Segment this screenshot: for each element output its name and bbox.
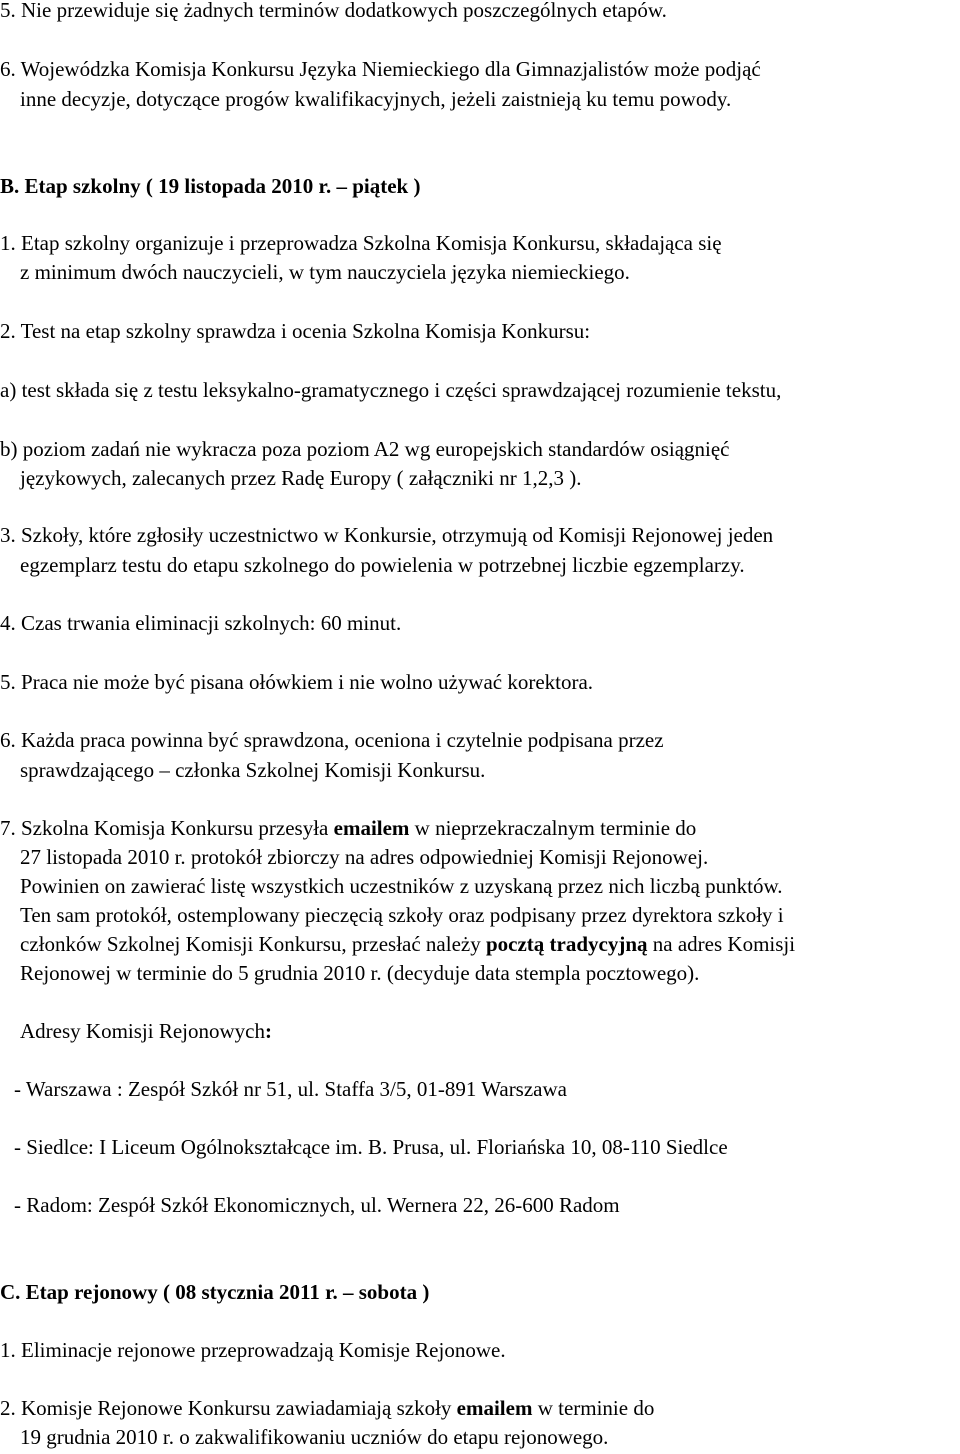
emphasis-run: : xyxy=(264,1019,272,1043)
paragraph-line: 27 listopada 2010 r. protokół zbiorczy na adres odpowiedniej Komisji Rejonowej. xyxy=(20,845,709,869)
paragraph-line: 19 grudnia 2010 r. o zakwalifikowaniu uczniów do etapu rejonowego. xyxy=(20,1425,609,1449)
address-item: - Radom: Zespół Szkół Ekonomicznych, ul. Wernera 22, 26-600 Radom xyxy=(14,1193,620,1217)
paragraph-line: Ten sam protokół, ostemplowany pieczęcią szkoły oraz podpisany przez dyrektora szkoły i xyxy=(20,903,784,927)
paragraph-line: 4. Czas trwania eliminacji szkolnych: 60 minut. xyxy=(0,611,402,635)
paragraph-line: językowych, zalecanych przez Radę Europy ( załączniki nr 1,2,3 ). xyxy=(20,466,582,490)
paragraph-line xyxy=(0,1395,654,1421)
address-item: - Warszawa : Zespół Szkół nr 51, ul. Staffa 3/5, 01-891 Warszawa xyxy=(14,1077,567,1101)
emphasis-run: pocztą tradycyjną xyxy=(485,932,648,956)
paragraph-line: sprawdzającego – członka Szkolnej Komisji Konkursu. xyxy=(20,758,486,782)
paragraph-line: Powinien on zawierać listę wszystkich uczestników z uzyskaną przez nich liczbą punktów. xyxy=(20,874,783,898)
paragraph-line: egzemplarz testu do etapu szkolnego do powielenia w potrzebnej liczbie egzemplarzy. xyxy=(20,553,745,577)
paragraph-line: 1. Etap szkolny organizuje i przeprowadza Szkolna Komisja Konkursu, składająca się xyxy=(0,231,722,255)
paragraph-line: inne decyzje, dotyczące progów kwalifikacyjnych, jeżeli zaistnieją ku temu powody. xyxy=(20,87,732,111)
paragraph-line xyxy=(20,931,795,957)
paragraph-line: a) test składa się z testu leksykalno-gramatycznego i części sprawdzającej rozumienie tekstu, xyxy=(0,378,782,402)
paragraph-line: z minimum dwóch nauczycieli, w tym nauczyciela języka niemieckiego. xyxy=(20,260,630,284)
paragraph-line: 1. Eliminacje rejonowe przeprowadzają Komisje Rejonowe. xyxy=(0,1338,506,1362)
section-heading: B. Etap szkolny ( 19 listopada 2010 r. – piątek ) xyxy=(0,174,421,198)
emphasis-run: emailem xyxy=(456,1396,533,1420)
text-run: 2. Komisje Rejonowe Konkursu zawiadamiają szkoły xyxy=(0,1396,457,1420)
text-run: w terminie do xyxy=(532,1396,655,1420)
text-run: na adres Komisji xyxy=(647,932,796,956)
address-item: - Siedlce: I Liceum Ogólnokształcące im. B. Prusa, ul. Floriańska 10, 08-110 Siedlce xyxy=(14,1135,728,1159)
paragraph-line: b) poziom zadań nie wykracza poza poziom A2 wg europejskich standardów osiągnięć xyxy=(0,437,730,461)
paragraph-line: 5. Nie przewiduje się żadnych terminów dodatkowych poszczególnych etapów. xyxy=(0,0,667,22)
text-run: 7. Szkolna Komisja Konkursu przesyła xyxy=(0,816,334,840)
addresses-heading xyxy=(20,1018,272,1044)
paragraph-line: 3. Szkoły, które zgłosiły uczestnictwo w Konkursie, otrzymują od Komisji Rejonowej jeden xyxy=(0,523,774,547)
paragraph-line xyxy=(0,815,696,841)
text-run: Adresy Komisji Rejonowych xyxy=(20,1019,265,1043)
section-heading: C. Etap rejonowy ( 08 stycznia 2011 r. – sobota ) xyxy=(0,1280,430,1304)
paragraph-line: 5. Praca nie może być pisana ołówkiem i nie wolno używać korektora. xyxy=(0,670,594,694)
paragraph-line: 2. Test na etap szkolny sprawdza i ocenia Szkolna Komisja Konkursu: xyxy=(0,319,591,343)
paragraph-line: Rejonowej w terminie do 5 grudnia 2010 r. (decyduje data stempla pocztowego). xyxy=(20,961,700,985)
paragraph-line: 6. Wojewódzka Komisja Konkursu Języka Niemieckiego dla Gimnazjalistów może podjąć xyxy=(0,57,761,81)
paragraph-line: 6. Każda praca powinna być sprawdzona, oceniona i czytelnie podpisana przez xyxy=(0,728,664,752)
text-run: w nieprzekraczalnym terminie do xyxy=(409,816,697,840)
text-run: członków Szkolnej Komisji Konkursu, przesłać należy xyxy=(20,932,486,956)
emphasis-run: emailem xyxy=(333,816,410,840)
